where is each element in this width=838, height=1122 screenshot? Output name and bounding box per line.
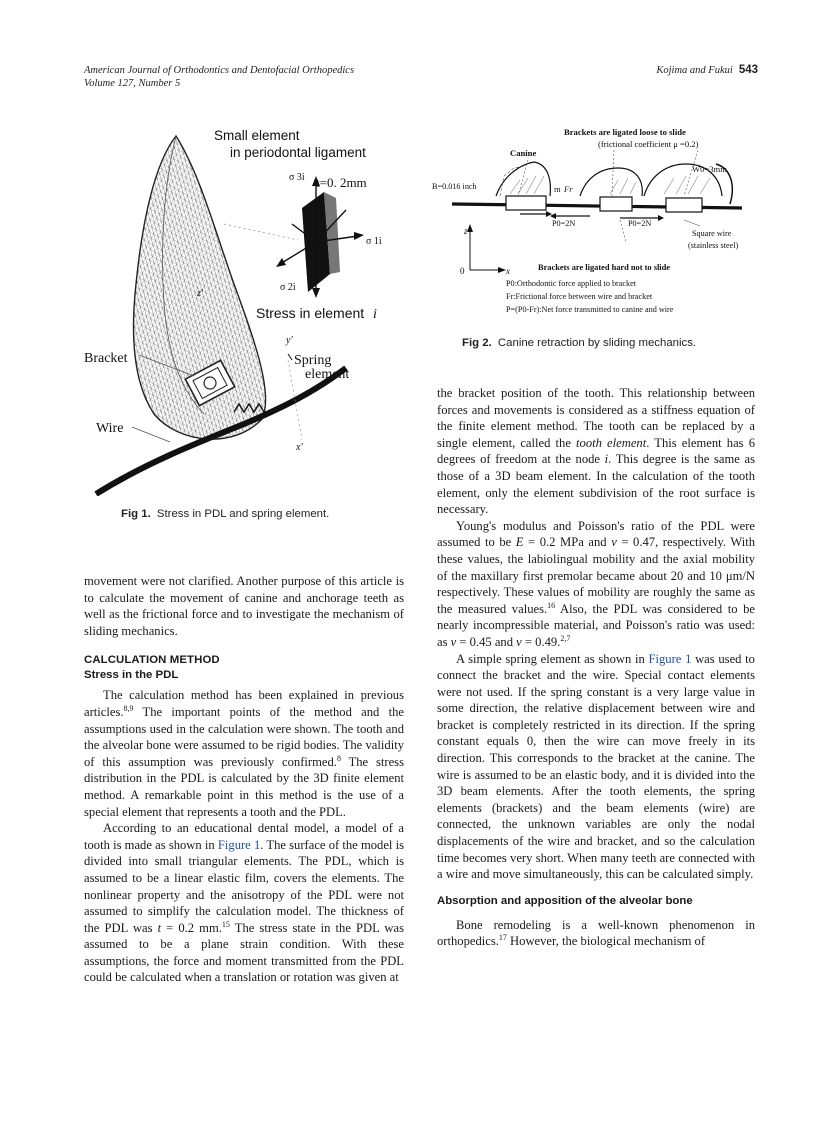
- label-element: element: [305, 367, 350, 382]
- label-sigma1: σ 1i: [366, 236, 382, 247]
- subsection-heading-absorption: Absorption and apposition of the alveolar bone: [437, 894, 693, 907]
- bone-text-2: However, the biological mechanism of: [506, 934, 706, 949]
- young-text-4: Also, the PDL was considered to be nearly incompressible material, and Poisson's ratio was used: as: [437, 601, 756, 649]
- fig2-loose-line1: Brackets are ligated loose to slide: [564, 127, 686, 137]
- bone-text-1: Bone remodeling is a well-known phenomenon in orthopedics.: [437, 917, 755, 949]
- paragraph-intro-end: [84, 573, 404, 639]
- fig2-loose-line2: (frictional coefficient μ =0.2): [598, 139, 699, 149]
- left-column: [84, 573, 404, 986]
- figure-2-caption: [462, 336, 762, 350]
- figure-1-link-2[interactable]: Figure 1: [648, 651, 692, 666]
- model-t-symbol: t: [157, 920, 162, 935]
- stress-text-3: The stress distribution in the PDL is calculated by the 3D finite element method. A remarkable point in this method is the use of a special element that represents a tooth and the PDL.: [84, 754, 404, 819]
- figure-2: [430, 124, 764, 320]
- node-i: i: [604, 452, 609, 467]
- young-text-1: Young's modulus and Poisson's ratio of the PDL were assumed to be: [437, 518, 755, 550]
- paragraph-model: [84, 820, 404, 986]
- figure-1-label: Fig 1.: [121, 508, 151, 520]
- model-text-1: According to an educational dental model, a model of a tooth is made as shown in: [84, 821, 404, 852]
- figure-1-caption-text: Stress in PDL and spring element.: [156, 508, 330, 520]
- label-y-axis: y': [286, 335, 293, 346]
- fig2-z-axis: z: [464, 226, 468, 236]
- tooth-text-3: . This degree is the same as those of a 3D beam element. In the calculation of the tooth element, only the element subdivision of the root surface is necessary.: [437, 452, 755, 517]
- subsection-heading-stress-pdl: Stress in the PDL: [84, 669, 179, 682]
- ref-16: 16: [547, 600, 556, 610]
- ref-2-7: 2,7: [560, 633, 571, 643]
- paragraph-tooth-element: [437, 385, 755, 518]
- label-x-axis: x': [296, 442, 303, 453]
- label-in-pdl: in periodontal ligament: [230, 145, 366, 160]
- figure-2-canine-bracket: [506, 196, 546, 210]
- figure-1-link[interactable]: Figure 1: [217, 837, 261, 852]
- label-bracket: Bracket: [84, 351, 128, 366]
- fig2-canine: Canine: [510, 148, 537, 158]
- label-sigma2: σ 2i: [280, 282, 296, 293]
- figure-1-drawing: [84, 124, 414, 496]
- figure-2-drawing: [430, 124, 764, 320]
- tooth-element-term: tooth element: [576, 435, 647, 450]
- ref-17: 17: [498, 933, 507, 943]
- symbol-nu-2: ν: [450, 634, 457, 649]
- fig2-wire-size: B=0.016 inch: [432, 182, 477, 191]
- figure-2-label: Fig 2.: [462, 337, 492, 349]
- small-element-plate: [224, 176, 364, 298]
- young-text-2: = 0.2 MPa and: [523, 535, 612, 550]
- ref-8-9: 8,9: [123, 703, 134, 713]
- symbol-nu-3: ν: [516, 634, 522, 649]
- symbol-nu-1: ν: [611, 535, 617, 550]
- running-header-journal: [84, 64, 354, 90]
- figure-1: [84, 124, 414, 496]
- young-text-3: = 0.47, respectively. With these values, the labiolingual mobility and the axial mobility of the maxillary first premolar became about 20 and 10 μm/N respectively. These values of mobility are roughly the same as the measured values.: [437, 535, 755, 616]
- fig2-fr-upper: Fr: [564, 184, 573, 194]
- section-heading-calculation-method: CALCULATION METHOD: [84, 654, 220, 667]
- right-column: [437, 385, 755, 950]
- label-stress-i: i: [373, 307, 377, 322]
- spring-text-1: A simple spring element as shown in: [456, 651, 649, 666]
- fig2-p0-left: P0=2N: [552, 219, 576, 228]
- fig2-origin: 0: [460, 266, 465, 276]
- fig2-stainless: (stainless steel): [688, 241, 739, 250]
- label-stress: Stress in element: [256, 305, 365, 321]
- intro-end-text: movement were not clarified. Another purpose of this article is to calculate the movement of canine and anchorage teeth as well as the frictional force and to investigate the mechanism of sliding mechanics.: [84, 574, 404, 638]
- paragraph-spring-element: [437, 651, 755, 883]
- fig2-legend-2: Fr:Frictional force between wire and bracket: [506, 292, 653, 301]
- label-wire: Wire: [96, 421, 124, 436]
- fig2-legend-1: P0:Orthodontic force applied to bracket: [506, 279, 637, 288]
- fig2-moment: m: [554, 184, 561, 194]
- label-small-element: Small element: [214, 128, 300, 143]
- label-thickness: t=0. 2mm: [316, 175, 367, 190]
- paragraph-youngs-modulus: [437, 518, 755, 651]
- fig2-legend-3: P=(P0-Fr):Net force transmitted to canine and wire: [506, 305, 674, 314]
- young-text-5: = 0.45 and: [456, 634, 517, 649]
- spring-text-2: was used to connect the bracket and the wire. Special contact elements were not used. If the spring constant is a very large value in some direction, the relative displacement between wire and bracket is completely restricted in its direction. If the spring constant equals 0, then the wire can move freely in its direction. This corresponds to the bracket at the canine. The wire is assumed to be an elastic body, and it is divided into the 3D beam elements. After the tooth elements, the spring elements (brackets) and the beam elements (wire) are connected, the unknown variables are only the nodal displacements of the wire and bracket, and so the calculation time becomes very short. When many teeth are connected with a wire and move simultaneously, this can be calculated simply.: [437, 651, 755, 882]
- label-sigma3: σ 3i: [289, 172, 305, 183]
- stress-text-1: The calculation method has been explained in previous articles.: [84, 688, 404, 719]
- paragraph-stress-pdl: [84, 687, 404, 820]
- ref-15: 15: [221, 919, 230, 929]
- figure-1-caption: [121, 507, 421, 521]
- symbol-e: E: [515, 535, 524, 550]
- model-text-2: . The surface of the model is divided into small triangular elements. The PDL, which is assumed to be a linear elastic film, covers the elements. The nonlinear property and the anisotropy of the PDL were not assumed to simplify the calculation model. The thickness of the PDL was: [84, 837, 405, 935]
- fig2-width: W0=3mm: [692, 164, 727, 174]
- tooth-text-2: . This element has 6 degrees of freedom at the node: [437, 435, 755, 467]
- label-z-axis: z': [197, 288, 204, 299]
- journal-volume: Volume 127, Number 5: [84, 78, 181, 89]
- authors: Kojima and Fukui: [656, 65, 733, 76]
- model-text-3: = 0.2 mm.: [161, 920, 222, 935]
- model-text-4: The stress state in the PDL was assumed to be a plane strain condition. With these assumptions, the force and moment transmitted from the PDL could be calculated when a translation or rotation was given at: [84, 920, 405, 985]
- page-number: 543: [738, 64, 758, 76]
- figure-2-caption-text: Canine retraction by sliding mechanics.: [497, 337, 697, 349]
- journal-title: American Journal of Orthodontics and Dentofacial Orthopedics: [84, 65, 355, 76]
- paragraph-bone-remodeling: [437, 917, 755, 950]
- tooth-text-1: the bracket position of the tooth. This relationship between forces and movements is considered as a stiffness equation of the finite element method. The tooth can be replaced by a single element, called the: [437, 386, 755, 450]
- young-text-6: = 0.49.: [521, 634, 561, 649]
- running-header-authors: [656, 64, 758, 77]
- ref-8: 8: [336, 753, 341, 763]
- label-spring: Spring: [294, 353, 332, 368]
- fig2-hard: Brackets are ligated hard not to slide: [538, 263, 670, 272]
- fig2-square-wire: Square wire: [692, 229, 732, 238]
- fig2-p0-right: P0=2N: [628, 219, 652, 228]
- fig2-x-axis: x: [506, 266, 510, 276]
- stress-text-2: The important points of the method and the assumptions used in the calculation were shown. The tooth and the alveolar bone were assumed to be rigid bodies. The validity of this assumption was previously confirmed.: [84, 704, 404, 769]
